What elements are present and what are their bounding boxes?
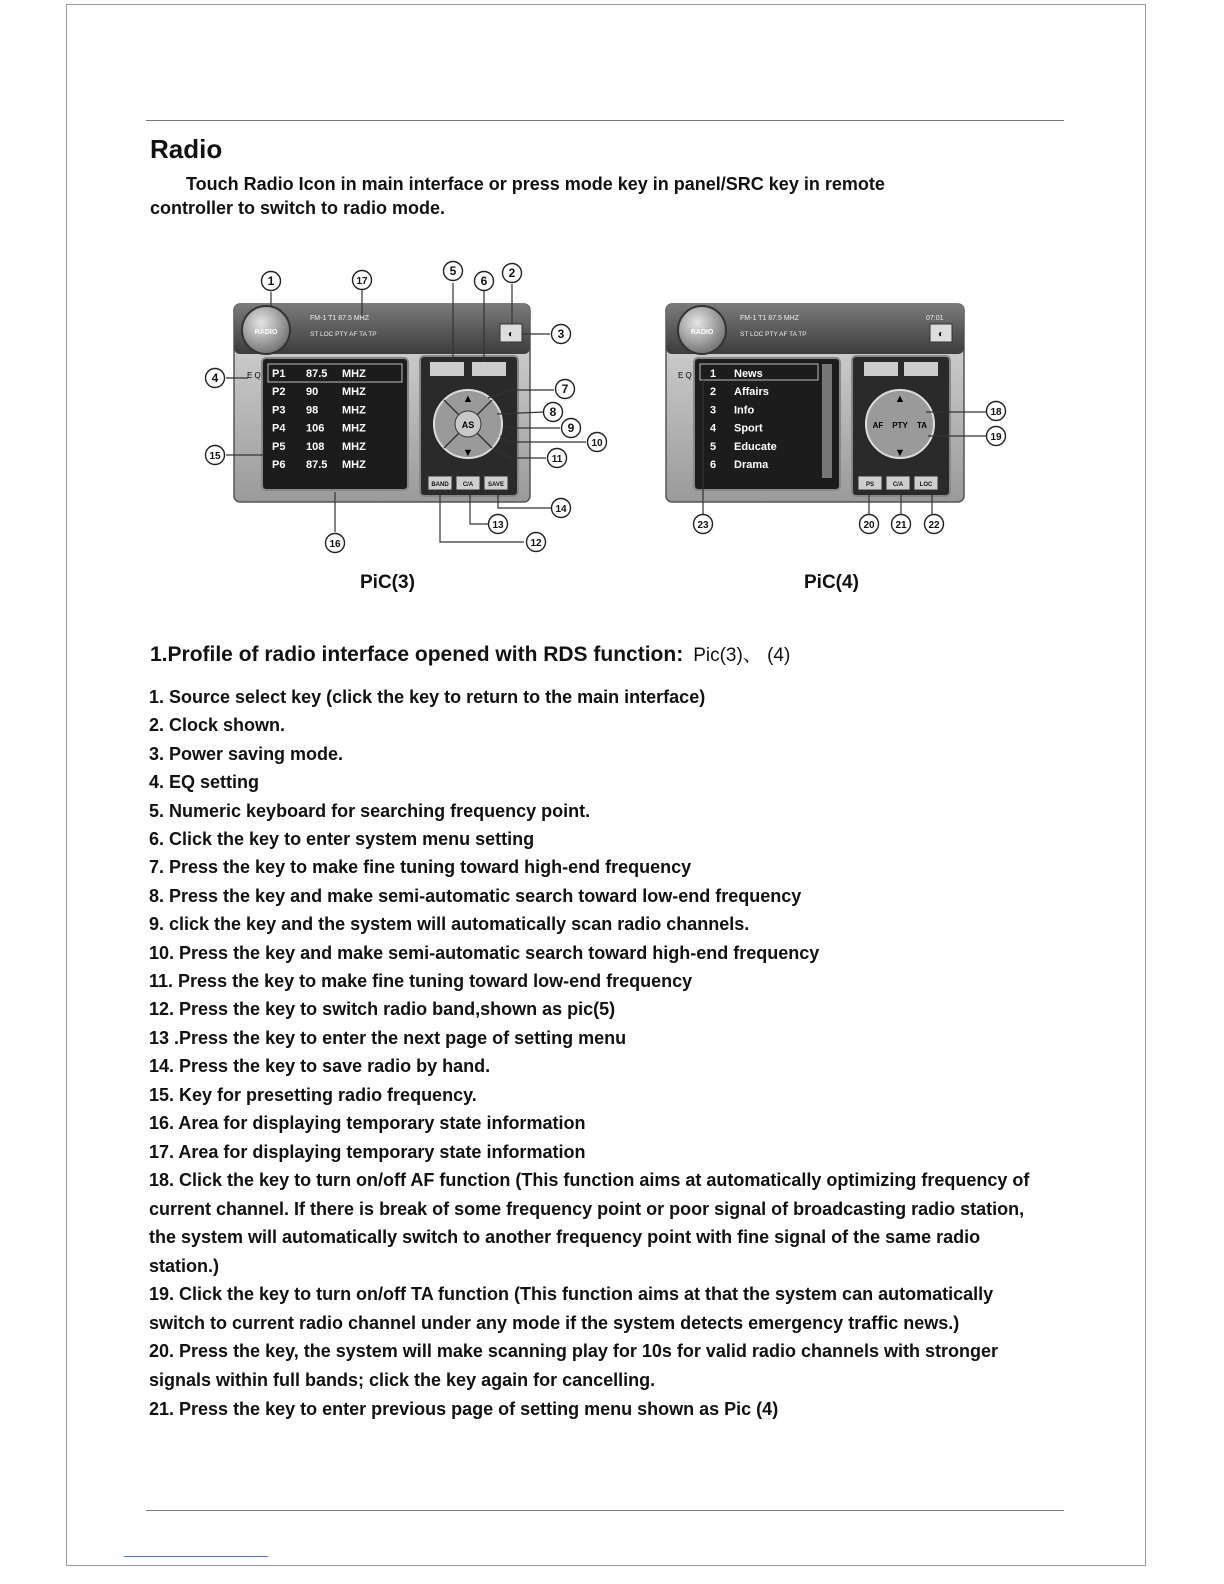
pic3-caption: PiC(3) [360,572,415,593]
preset-unit: MHZ [342,386,366,399]
pic3-status-flags: ST LOC PTY AF TA TP [310,331,377,338]
preset-frequency: 90 [306,386,319,399]
pic4-callout-number: 19 [990,432,1002,443]
pic4-pty-button[interactable]: PTY [892,421,908,430]
list-item: 12. Press the key to switch radio band,shown as pic(5) [149,999,616,1020]
list-item: 17. Area for displaying temporary state information [149,1141,586,1162]
section-heading-text: 1.Profile of radio interface opened with RDS function: [150,643,684,666]
pic4-bottom-button-label: C/A [892,482,904,488]
pty-name: Educate [734,440,777,453]
figures [0,0,1224,620]
pic4-eq-label: E Q [678,371,692,380]
list-item: 2. Clock shown. [149,715,286,736]
list-item: 15. Key for presetting radio frequency. [149,1084,477,1105]
pic3-power-save-icon: ◐ [507,329,515,340]
list-item: 1. Source select key (click the key to return to the main interface) [149,687,706,707]
pic3-menu-button[interactable] [472,362,506,376]
list-item: 10. Press the key and make semi-automatic search toward high-end frequency [149,942,820,963]
page-title: Radio [150,134,223,164]
pty-name: Drama [734,459,769,471]
list-item: 4. EQ setting [149,772,260,793]
preset-label: P2 [272,386,286,399]
pic4-callout-number: 21 [895,520,907,531]
pic4-callout-number: 18 [990,407,1002,418]
preset-unit: MHZ [342,404,366,417]
pic3-callout-number: 15 [209,451,221,462]
preset-frequency: 106 [306,422,325,435]
pic3-callout-number: 14 [555,504,567,515]
pic4-scrollbar[interactable] [822,364,832,478]
pty-number: 5 [710,440,717,453]
list-item: 6. Click the key to enter system menu setting [149,829,535,850]
pic4-up-arrow-icon[interactable]: ▲ [894,393,906,405]
intro-line-2: controller to switch to radio mode. [150,198,446,218]
intro-line-1: Touch Radio Icon in main interface or press mode key in panel/SRC key in remote [186,174,885,194]
pty-number: 2 [710,386,717,399]
pic4-ta-button[interactable]: TA [916,421,928,430]
preset-unit: MHZ [342,440,366,453]
pic3-down-arrow-icon[interactable]: ▼ [462,447,474,459]
pic4-status-flags: ST LOC PTY AF TA TP [740,331,807,338]
pic4-device [666,304,964,502]
pic4-power-save-icon: ◐ [937,329,945,340]
pic3-callout-number: 12 [530,538,542,549]
pic3-source-label: RADIO [254,329,278,336]
pic4-af-button[interactable]: AF [872,421,884,430]
pic4-status-top: FM-1 T1 87.5 MHZ [740,315,799,322]
pty-number: 1 [710,368,717,380]
pic4-callout-number: 23 [697,520,709,531]
pic3-device [234,304,530,502]
list-item: 7. Press the key to make fine tuning toward high-end frequency [149,857,692,878]
pty-name: Sport [734,422,763,435]
list-item: 20. Press the key, the system will make scanning play for 10s for valid radio channels with stronger signals within full bands; click the key again for cancelling. [149,1341,998,1391]
list-item: 21. Press the key to enter previous page of setting menu shown as Pic (4) [149,1398,779,1419]
pty-number: 4 [710,422,717,435]
list-item: 3. Power saving mode. [149,743,344,764]
preset-frequency: 87.5 [306,459,328,471]
list-item: 8. Press the key and make semi-automatic search toward low-end frequency [149,885,802,906]
pic4-clock: 07:01 [926,315,944,322]
pic3-callout-number: 3 [557,327,565,341]
pic4-bottom-button-label: PS [865,482,875,488]
pty-number: 6 [710,459,717,471]
pty-name: Affairs [734,386,769,399]
pic3-callout-number: 17 [356,276,368,287]
preset-frequency: 87.5 [306,368,328,380]
preset-label: P4 [272,422,286,435]
preset-frequency: 98 [306,404,319,417]
pty-name: Info [734,404,755,417]
preset-unit: MHZ [342,368,366,380]
list-item: 5. Numeric keyboard for searching frequency point. [149,800,591,821]
preset-label: P6 [272,459,286,471]
list-item: 14. Press the key to save radio by hand. [149,1056,491,1077]
pic3-callout-number: 7 [561,382,569,396]
list-item: 13 .Press the key to enter the next page of setting menu [149,1027,627,1048]
list-item: 18. Click the key to turn on/off AF function (This function aims at automatically optimizing frequency of current channel. If there is break of some frequency point or poor signal of broadcasting radio station, the system will automatically switch to another frequency point with fine signal of the same radio station.) [149,1169,1030,1276]
pic3-callout-number: 1 [267,274,275,288]
pic3-callout-number: 16 [329,539,341,550]
pic3-status-top: FM-1 T1 87.5 MHZ [310,315,369,322]
list-item: 9. click the key and the system will automatically scan radio channels. [149,914,750,935]
pic3-callout-number: 8 [549,405,557,419]
bottom-rule [146,1510,1064,1511]
pic3-callout-number: 4 [211,371,219,385]
pty-name: News [734,368,763,380]
pic3-bottom-button-label: SAVE [488,482,504,488]
preset-label: P1 [272,368,286,380]
list-item: 19. Click the key to turn on/off TA function (This function aims at that the system can automatically switch to current radio channel under any mode if the system detects emergency traffic news.) [149,1284,994,1333]
pic4-callout-number: 22 [928,520,940,531]
pic3-callout-number: 5 [449,264,457,278]
pic4-callout-number: 20 [863,520,875,531]
footer-mark [124,1556,268,1557]
pic4-source-label: RADIO [690,329,714,336]
item-list [149,683,1049,1423]
pic4-bottom-buttons [858,476,938,490]
pic3-callout-number: 2 [508,266,516,280]
pic4-menu-button[interactable] [904,362,938,376]
preset-unit: MHZ [342,422,366,435]
pic3-callout-number: 9 [567,421,575,435]
pic3-eq-label: E Q [247,371,261,380]
list-item: 16. Area for displaying temporary state information [149,1113,586,1134]
pic3-callout-number: 6 [480,274,488,288]
pic3-callout-number: 13 [492,520,504,531]
pic3-up-arrow-icon[interactable]: ▲ [462,393,474,405]
list-item: 11. Press the key to make fine tuning toward low-end frequency [149,971,693,992]
pic4-bottom-button-label: LOC [919,482,933,488]
pic4-keyboard-button[interactable] [864,362,898,376]
preset-label: P3 [272,404,286,417]
preset-frequency: 108 [306,440,325,453]
pic3-as-label: AS [461,420,475,430]
pic3-callout-number: 10 [591,438,603,449]
pic4-down-arrow-icon[interactable]: ▼ [894,447,906,459]
pty-number: 3 [710,404,717,417]
pic3-bottom-button-label: C/A [462,482,474,488]
pic3-keyboard-button[interactable] [430,362,464,376]
pic3-bottom-button-label: BAND [431,482,449,488]
section-heading-ref: Pic(3)、 (4) [693,645,791,666]
preset-label: P5 [272,440,286,453]
pic3-bottom-buttons [428,476,508,490]
pic4-caption: PiC(4) [804,572,859,593]
pic3-callout-number: 11 [551,454,563,465]
section-heading [150,640,790,667]
preset-unit: MHZ [342,459,366,471]
